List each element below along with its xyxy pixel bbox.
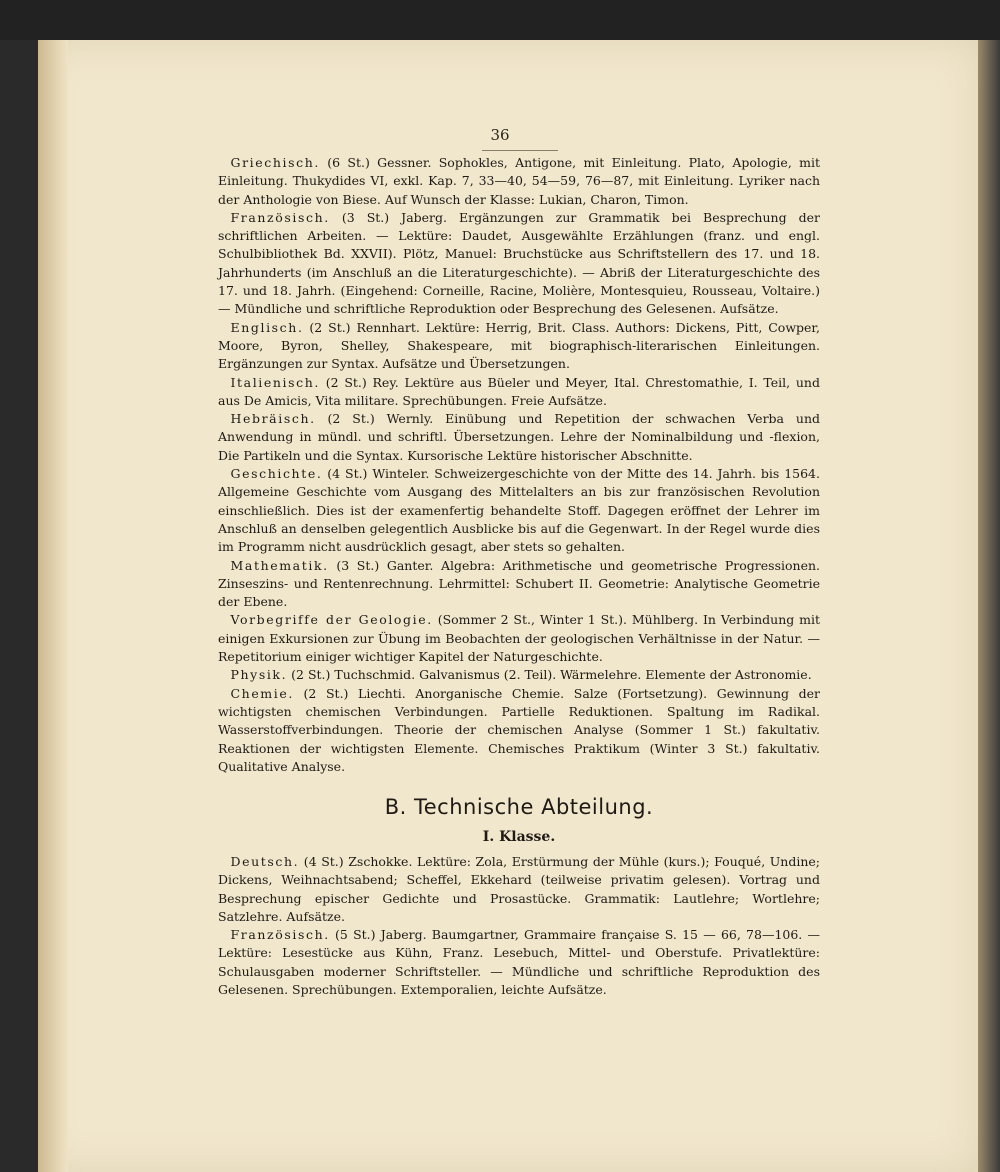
paragraph-body: (6 St.) Gessner. Sophokles, Antigone, mit Einleitung. Plato, Apologie, mit Einleitung. Thukydides VI, exkl. Kap. 7, 33—40, 54—59, 76—87, mit Einleitung. Lyriker nach der Anthologie von Biese. Auf Wunsch der Klasse: Lukian, Charon, Timon. — [218, 155, 820, 207]
paragraph-chemie — [218, 685, 820, 776]
subject-label: Französisch. — [230, 209, 330, 225]
paragraph-body: (Sommer 2 St., Winter 1 St.). Mühlberg. In Verbindung mit einigen Exkursionen zur Übung im Beobachten der geologischen Verhältnisse in der Natur. — Repetitorium einiger wichtiger Kapitel der Naturgeschichte. — [218, 612, 821, 665]
subject-label: Englisch. — [230, 319, 304, 335]
paragraph-body: (2 St.) Rey. Lektüre aus Büeler und Meyer, Ital. Chrestomathie, I. Teil, und aus De Amicis, Vita militare. Sprechübungen. Freie Aufsätze. — [218, 374, 820, 408]
paragraph-franzoesisch — [218, 209, 820, 319]
paragraph-mathematik — [218, 557, 820, 612]
paragraph-body: (5 St.) Jaberg. Baumgartner, Grammaire française S. 15 — 66, 78—106. — Lektüre: Lesestücke aus Kühn, Franz. Lesebuch, Mittel- und Oberstufe. Privatlektüre: Schulausgaben moderner Schriftsteller. — Mündliche und schriftliche Reproduktion des Gelesenen. Sprechübungen. Extemporalien, leichte Aufsätze. — [218, 927, 820, 998]
subject-label: Mathematik. — [230, 557, 329, 573]
subject-label: Italienisch. — [230, 374, 320, 390]
part-b-text — [218, 853, 820, 999]
subject-label: Chemie. — [230, 685, 294, 701]
subject-label: Geschichte. — [230, 466, 323, 482]
paragraph-body: (2 St.) Wernly. Einübung und Repetition der schwachen Verba und Anwendung in mündl. und schriftl. Übersetzungen. Lehre der Nominalbildung und -flexion, Die Partikeln und die Syntax. Kursorische Lektüre historischer Abschnitte. — [218, 411, 820, 463]
paragraph-physik — [218, 666, 820, 684]
paragraph-body: (4 St.) Zschokke. Lektüre: Zola, Erstürmung der Mühle (kurs.); Fouqué, Undine; Dickens, Weihnachtsabend; Scheffel, Ekkehard (teilweise privatim gelesen). Vortrag und Besprechung epischer Gedichte und Prosastücke. Grammatik: Lautlehre; Wortlehre; Satzlehre. Aufsätze. — [218, 854, 820, 924]
paragraph-body: (3 St.) Jaberg. Ergänzungen zur Grammatik bei Besprechung der schriftlichen Arbeiten. — Lektüre: Daudet, Ausgewählte Erzählungen (franz. und engl. Schulbibliothek Bd. XXVII). Plötz, Manuel: Bruchstücke aus Schriftstellern des 17. und 18. Jahrhunderts (im Anschluß an die Literaturgeschichte). — Abriß der Literaturgeschichte des 17. und 18. Jahrh. (Eingehend: Corneille, Racine, Molière, Montesquieu, Rousseau, Voltaire.) — Mündliche und schriftliche Reproduktion oder Besprechung des Gelesenen. Aufsätze. — [218, 209, 820, 317]
paragraph-body: (2 St.) Rennhart. Lektüre: Herrig, Brit. Class. Authors: Dickens, Pitt, Cowper, Moore, Byron, Shelley, Shakespeare, mit biographisch-literarischen Einleitungen. Ergänzungen zur Syntax. Aufsätze und Übersetzungen. — [218, 319, 820, 372]
paragraph-italienisch — [218, 374, 820, 411]
page-number: 36 — [490, 126, 510, 144]
subject-label: Griechisch. — [230, 155, 320, 170]
class-heading: I. Klasse. — [482, 829, 556, 845]
scan-background-top — [0, 0, 1000, 40]
subject-label: Hebräisch. — [230, 411, 316, 427]
paragraph-body: (4 St.) Winteler. Schweizergeschichte von der Mitte des 14. Jahrh. bis 1564. Allgemeine Geschichte vom Ausgang des Mittelalters an bis zur französischen Revolution einschließlich. Dies ist der examenfertig behandelte Stoff. Dagegen eröffnet der Lehrer im Anschluß an denselben gelegentlich Ausblicke bis auf die Gegenwart. In der Regel wurde dies im Programm nicht ausdrücklich gesagt, aber stets so gehalten. — [218, 466, 820, 555]
paragraph-body: (2 St.) Liechti. Anorganische Chemie. Salze (Fortsetzung). Gewinnung der wichtigsten chemischen Verbindungen. Partielle Reduktionen. Spaltung im Radikal. Wasserstoffverbindungen. Theorie der chemischen Analyse (Sommer 1 St.) fakultativ. Reaktionen der wichtigsten Elemente. Chemisches Praktikum (Winter 3 St.) fakultativ. Qualitative Analyse. — [218, 685, 820, 774]
paragraph-geologie — [218, 611, 820, 666]
book-spine-edge — [978, 40, 1000, 1172]
paragraph-deutsch — [218, 853, 820, 926]
paragraph-franzoesisch-tech — [218, 926, 820, 999]
paragraph-griechisch — [218, 154, 820, 209]
part-a-text — [218, 154, 820, 776]
subject-label: Vorbegriffe der Geologie. — [230, 612, 433, 628]
paragraph-body: (2 St.) Tuchschmid. Galvanismus (2. Teil). Wärmelehre. Elemente der Astronomie. — [287, 667, 812, 683]
subject-label: Physik. — [230, 667, 288, 683]
subject-label: Französisch. — [230, 927, 330, 943]
paragraph-geschichte — [218, 465, 820, 556]
paragraph-body: (3 St.) Ganter. Algebra: Arithmetische und geometrische Progressionen. Zinseszins- und Rentenrechnung. Lehrmittel: Schubert II. Geometrie: Analytische Geometrie der Ebene. — [218, 557, 820, 610]
page-left-edge — [38, 40, 68, 1172]
paragraph-hebraeisch — [218, 410, 820, 465]
page-number-rule — [482, 150, 558, 151]
section-heading: B. Technische Abteilung. — [384, 795, 654, 819]
paragraph-englisch — [218, 319, 820, 374]
subject-label: Deutsch. — [230, 854, 300, 869]
